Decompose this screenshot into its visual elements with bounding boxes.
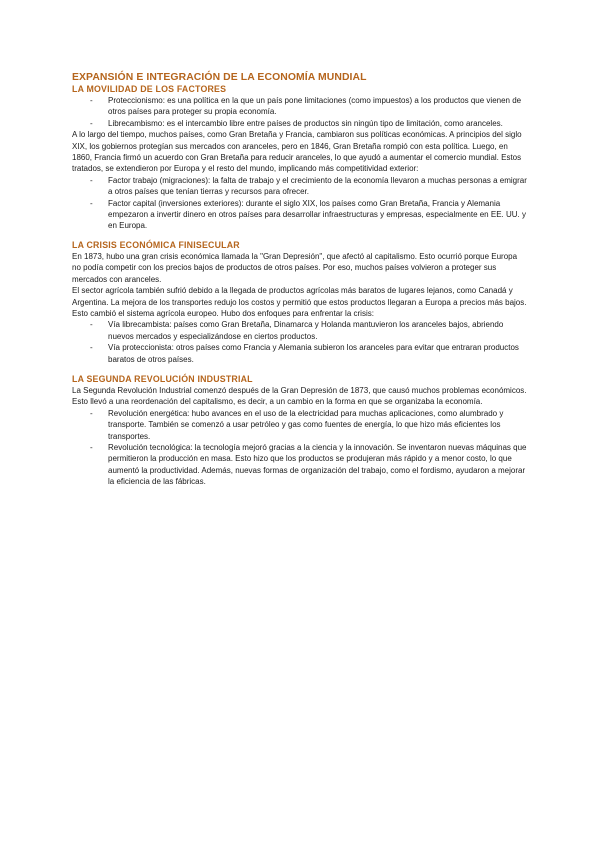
bullet-dash: - [90, 118, 93, 128]
spacer [72, 232, 528, 240]
list-item [72, 95, 528, 118]
list-item [72, 442, 528, 488]
section-heading-crisis: LA CRISIS ECONÓMICA FINISECULAR [72, 239, 240, 250]
section-heading-movilidad: LA MOVILIDAD DE LOS FACTORES [72, 84, 227, 94]
bullet-dash: - [90, 320, 93, 330]
bullet-list-revoluciones [72, 408, 528, 488]
bullet-list-enfoques [72, 319, 528, 365]
list-item [72, 342, 528, 365]
bullet-dash: - [90, 442, 93, 452]
bullet-dash: - [90, 175, 93, 185]
section-heading-revolucion: LA SEGUNDA REVOLUCIÓN INDUSTRIAL [72, 373, 253, 384]
list-item-text: Revolución energética: hubo avances en el uso de la electricidad para muchas aplicaciones, como alumbrado y transporte. También se comenzó a usar petróleo y gas como fuentes de energía, lo que hizo más eficientes los transportes. [108, 408, 504, 441]
list-item-text: Factor capital (inversiones exteriores): durante el siglo XIX, los países como Gran Bretaña, Francia y Alemania empezaron a invertir dinero en otros países para desarrollar infraestructuras y empresas, especialmente en EE. UU. y en Europa. [108, 198, 526, 231]
paragraph-gran-depresion: En 1873, hubo una gran crisis económica llamada la "Gran Depresión", que afectó al capitalismo. Esto ocurrió porque Europa no podía competir con los precios bajos de productos de otros países. Por eso, muchos países volvieron a proteger sus mercados con aranceles. [72, 251, 518, 284]
list-item-text: Factor trabajo (migraciones): la falta de trabajo y el crecimiento de la economía llevaron a muchas personas a emigrar a otros países que tenían tierras y recursos para ofrecer. [108, 175, 527, 197]
list-item-text: Vía proteccionista: otros países como Francia y Alemania subieron los aranceles para evitar que entraran productos baratos de otros países. [108, 343, 519, 364]
list-item [72, 319, 528, 342]
list-item [72, 175, 528, 198]
document-content [72, 71, 528, 488]
list-item-text: Vía librecambista: países como Gran Bretaña, Dinamarca y Holanda mantuvieron los aranceles bajos, abriendo nuevos mercados y especializándose en ciertos productos. [108, 320, 504, 341]
list-item [72, 408, 528, 442]
paragraph-politicas: A lo largo del tiempo, muchos países, como Gran Bretaña y Francia, cambiaron sus políticas económicas. A principios del siglo XIX, los gobiernos protegían sus mercados con aranceles, pero en 1846, Gran Bretaña rompió con esta política. Luego, en 1860, Francia firmó un acuerdo con Gran Bretaña para reducir aranceles, lo que ayudó a aumentar el comercio mundial. Estos tratados, se extendieron por Europa y el resto del mundo, implicando más competitividad exterior: [72, 130, 522, 174]
bullet-dash: - [90, 343, 93, 353]
bullet-dash: - [90, 408, 93, 418]
document-title: EXPANSIÓN E INTEGRACIÓN DE LA ECONOMÍA MUNDIAL [72, 72, 367, 83]
bullet-dash: - [90, 198, 93, 208]
bullet-list-politicas [72, 95, 528, 129]
list-item [72, 118, 528, 129]
bullet-dash: - [90, 96, 93, 105]
list-item-text: Librecambismo: es el intercambio libre entre países de productos sin ningún tipo de limitación, como aranceles. [108, 118, 503, 128]
list-item-text: Proteccionismo: es una política en la que un país pone limitaciones (como impuestos) a los productos que vienen de otros países para proteger su propia economía. [108, 96, 522, 117]
list-item [72, 198, 528, 232]
spacer [72, 365, 528, 374]
paragraph-revolucion: La Segunda Revolución Industrial comenzó después de la Gran Depresión de 1873, que causó muchos problemas económicos. Esto llevó a una reordenación del capitalismo, es decir, a un cambio en la forma en que se organizaba la economía. [72, 385, 527, 407]
paragraph-sector-agricola: El sector agrícola también sufrió debido a la llegada de productos agrícolas más baratos de lugares lejanos, como Canadá y Argentina. La mejora de los transportes redujo los costos y permitió que estos productos llegaran a Europa a precios más bajos. Esto cambió el sistema agrícola europeo. Hubo dos enfoques para enfrentar la crisis: [72, 286, 527, 318]
bullet-list-factores [72, 175, 528, 232]
list-item-text: Revolución tecnológica: la tecnología mejoró gracias a la ciencia y la innovación. Se inventaron nuevas máquinas que permitieron la producción en masa. Esto hizo que los productos se produjeran más rápido y a menor costo, lo que aumentó la productividad. Además, nuevas formas de organización del trabajo, como el fordismo, ayudaron a mejorar la eficiencia de las fábricas. [108, 442, 527, 487]
